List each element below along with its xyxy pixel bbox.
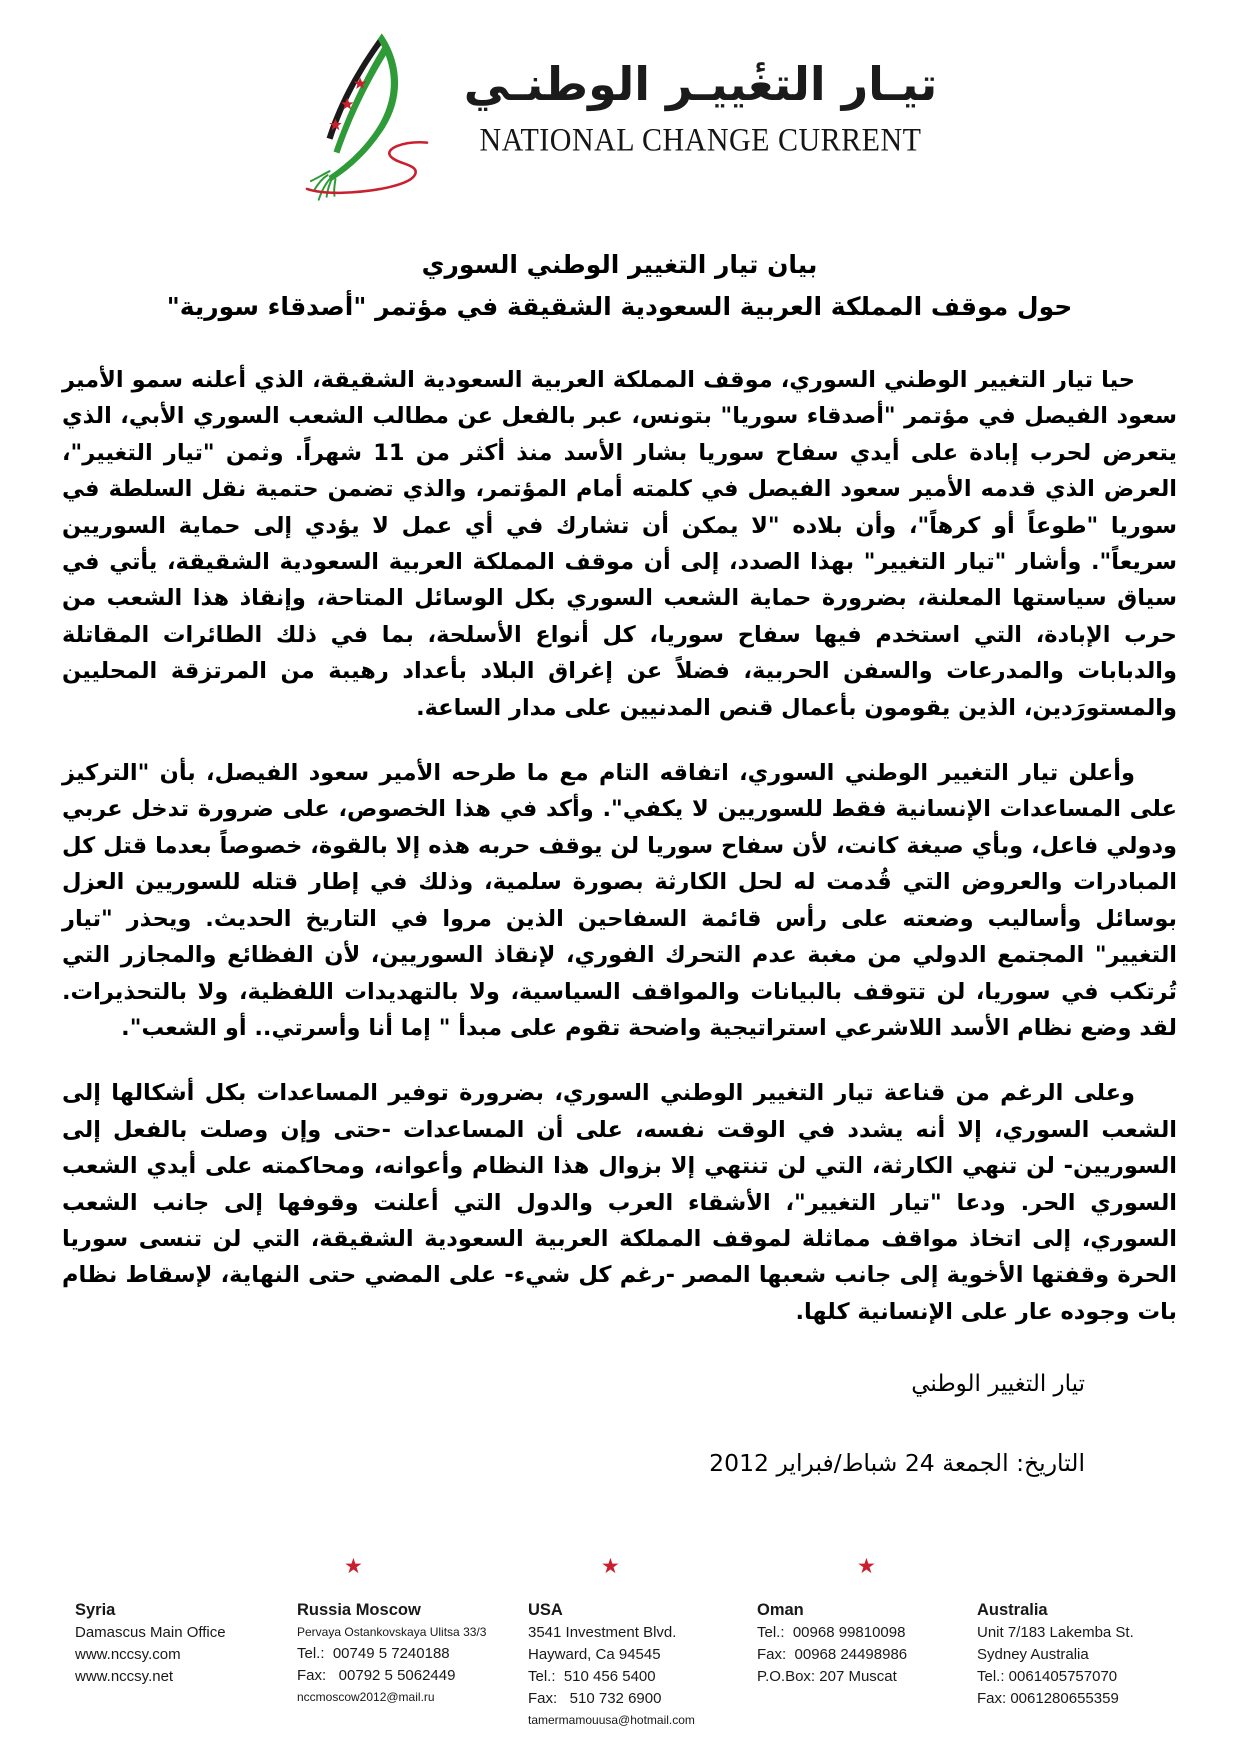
statement-title xyxy=(0,244,1239,328)
paragraph-2: وأعلن تيار التغيير الوطني السوري، اتفاقه التام مع ما طرحه الأمير سعود الفيصل، بأن "التركيز على المساعدات الإنسانية فقط للسوريين لا يكفي". وأكد في هذا الخصوص، على ضرورة تدخل عربي ودولي فاعل، وبأي صيغة كانت، لأن سفاح سوريا لن يوقف حربه هذه إلا بالقوة، خصوصاً بعدما قتل كل المبادرات والعروض التي قُدمت له لحل الكارثة بصورة سلمية، وذلك في إطار قتله للسوريين العزل بوسائل وأساليب وضعته على رأس قائمة السفاحين الذين مروا في التاريخ الحديث. ويحذر "تيار التغيير" المجتمع الدولي من مغبة عدم التحرك الفوري، لإنقاذ السوريين، لأن الفظائع والمجازر التي تُرتكب في سوريا، لن تتوقف بالبيانات والمواقف السياسية، ولا بالتهديدات اللفظية، ولا بالتحذيرات. لقد وضع نظام الأسد اللاشرعي استراتيجية واضحة تقوم على مبدأ " إما أنا وأسرتي.. أو الشعب". xyxy=(62,760,1177,1041)
office-website: www.nccsy.net xyxy=(75,1668,174,1685)
office-fax: Fax: 510 732 6900 xyxy=(528,1690,662,1707)
office-email: tamermamouusa@hotmail.com xyxy=(528,1713,695,1727)
signature: تيار التغيير الوطني xyxy=(911,1371,1085,1398)
statement-title-line1: بيان تيار التغيير الوطني السوري xyxy=(421,250,818,279)
footer-offices xyxy=(0,1556,1239,1746)
office-address: Pervaya Ostankovskaya Ulitsa 33/3 xyxy=(297,1625,487,1639)
office-address: Sydney Australia xyxy=(977,1646,1089,1663)
date-line: التاريخ: الجمعة 24 شباط/فبراير 2012 xyxy=(709,1448,1085,1477)
office-address: Unit 7/183 Lakemba St. xyxy=(977,1624,1134,1641)
logo xyxy=(0,26,1239,212)
office-fax: Fax: 00792 5 5062449 xyxy=(297,1667,456,1684)
office-usa xyxy=(528,1598,695,1731)
office-australia xyxy=(977,1598,1134,1710)
paragraph-3: وعلى الرغم من قناعة تيار التغيير الوطني السوري، بضرورة توفير المساعدات بكل أشكالها إلى الشعب السوري، إلا أنه يشدد في الوقت نفسه، على أن المساعدات -حتى وإن وصلت بالفعل إلى السوريين- لن تنهي الكارثة، التي لن تنتهي إلا بزوال هذا النظام وأعوانه، ومحاكمته على أيدي الشعب السوري الحر. ودعا "تيار التغيير"، الأشقاء العرب والدول التي أعلنت وقوفها إلى جانب الشعب السوري، إلى اتخاذ مواقف مماثلة لموقف المملكة العربية السعودية الشقيقة، التي لن تنسى سوريا الحرة وقفتها الأخوية إلى جانب شعبها المصر -رغم كل شيء- على المضي حتى النهاية، لإسقاط نظام بات وجوده عار على الإنسانية كلها. xyxy=(62,1080,1177,1325)
office-country: USA xyxy=(528,1601,563,1619)
office-oman xyxy=(757,1598,907,1688)
office-tel: Tel.: 510 456 5400 xyxy=(528,1668,656,1685)
statement-title-line2: حول موقف المملكة العربية السعودية الشقيقة في مؤتمر "أصدقاء سورية" xyxy=(166,292,1073,321)
office-fax: Fax: 00968 24498986 xyxy=(757,1646,908,1663)
logo-english-wordmark: NATIONAL CHANGE CURRENT xyxy=(479,122,922,158)
office-tel: Tel.: 0061405757070 xyxy=(977,1668,1118,1685)
office-email: nccmoscow2012@mail.ru xyxy=(297,1690,435,1704)
star-icon: ★ xyxy=(601,1555,620,1578)
statement-body xyxy=(62,362,1177,1481)
office-syria xyxy=(75,1598,226,1688)
office-tel: Tel.: 00968 99810098 xyxy=(757,1624,906,1641)
office-address: 3541 Investment Blvd. xyxy=(528,1624,677,1641)
logo-arabic-wordmark: تيـار التغٔييـر الوطنـي xyxy=(463,57,938,111)
office-country: Australia xyxy=(977,1601,1048,1619)
feather-flag-logo-icon xyxy=(302,26,430,212)
office-country: Syria xyxy=(75,1601,116,1619)
star-icon: ★ xyxy=(857,1555,876,1578)
office-fax: Fax: 0061280655359 xyxy=(977,1690,1119,1707)
office-russia-moscow xyxy=(297,1598,486,1708)
logo-text xyxy=(464,26,937,158)
office-website: www.nccsy.com xyxy=(75,1646,181,1663)
paragraph-1: حيا تيار التغيير الوطني السوري، موقف المملكة العربية السعودية الشقيقة، الذي أعلنه سمو الأمير سعود الفيصل في مؤتمر "أصدقاء سوريا" بتونس، عبر بالفعل عن مطالب الشعب السوري الأبي، الذي يتعرض لحرب إبادة على أيدي سفاح سوريا بشار الأسد منذ أكثر من 11 شهراً. وثمن "تيار التغيير"، العرض الذي قدمه الأمير سعود الفيصل في كلمته أمام المؤتمر، والذي تضمن حتمية نقل السلطة في سوريا "طوعاً أو كرهاً"، وأن بلاده "لا يمكن أن تشارك في أي عمل لا يؤدي إلى حماية السوريين سريعاً". وأشار "تيار التغيير" بهذا الصدد، إلى أن موقف المملكة العربية السعودية الشقيقة، يأتي في سياق سياستها المعلنة، بضرورة حماية الشعب السوري بكل الوسائل المتاحة، وإنقاذ هذا الشعب من حرب الإبادة، التي استخدم فيها سفاح سوريا، كل أنواع الأسلحة، بما في ذلك الطائرات المقاتلة والدبابات والمدرعات والسفن الحربية، فضلاً عن إغراق البلاد بأعداد رهيبة من المرتزقة المحليين والمستورَدين، الذين يقومون بأعمال قنص المدنيين على مدار الساعة. xyxy=(62,367,1177,721)
office-address: Hayward, Ca 94545 xyxy=(528,1646,661,1663)
office-pobox: P.O.Box: 207 Muscat xyxy=(757,1668,897,1685)
office-line: Damascus Main Office xyxy=(75,1624,226,1641)
star-icon: ★ xyxy=(344,1555,363,1578)
office-tel: Tel.: 00749 5 7240188 xyxy=(297,1645,450,1662)
office-country: Russia Moscow xyxy=(297,1601,421,1619)
office-country: Oman xyxy=(757,1601,804,1619)
